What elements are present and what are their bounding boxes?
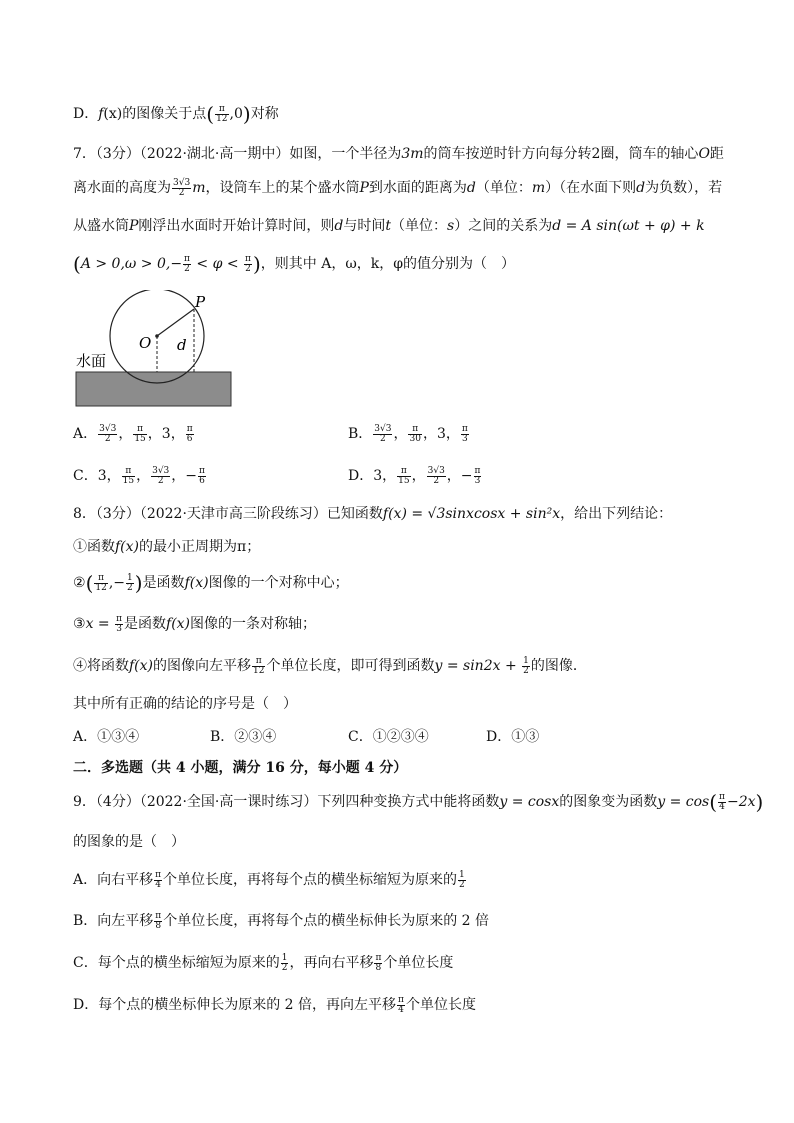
q7-line1: 7．（3分）（2022·湖北·高一期中）如图，一个半径为3m的筒车按逆时针方向每分转2圈，筒车的轴心O距 [73,146,724,162]
q8-ask: 其中所有正确的结论的序号是（ ） [73,696,297,712]
q7-line2: 离水面的高度为 $\frac{3√3}{2}$ m，设筒车上的某个盛水筒P到水面的距离为d（单位：m）（在水面下则d为负数），若 [73,177,723,198]
q6-option-d[interactable]: D．f(x)的图像关于点( $\frac{\pi}{12}$ ,0)对称 [73,102,279,126]
q8-option-c[interactable]: C．①②③④ [348,729,429,745]
radius-line [157,309,194,336]
q8-option-b[interactable]: B．②③④ [210,729,277,745]
q8-conclusion-2: ②( $\frac{\pi}{12}$ ,− $\frac{1}{2}$ )是函数f(x)图像的一个对称中心； [73,571,349,595]
q7-line3: 从盛水筒P刚浮出水面时开始计算时间，则d与时间t（单位：s）之间的关系为d = A sin(ωt + φ) + k [73,218,705,234]
q9-option-c[interactable]: C．每个点的横坐标缩短为原来的 $\frac{1}{2}$ ，再向右平移 $\frac{\pi}{8}$ 个单位长度 [73,952,454,973]
center-o-label: O [139,334,152,352]
q7-option-d[interactable]: D．3， $\frac{\pi}{15}$ ， $\frac{3√3}{2}$ ，− $\frac{\pi}{3}$ [348,465,481,486]
q7-line4: (A > 0,ω > 0,− $\frac{\pi}{2}$ < φ < $\frac{\pi}{2}$ )，则其中 A，ω，k，φ的值分别为（ ） [73,252,516,276]
distance-d-label: d [177,336,187,354]
q8-conclusion-3: ③x = $\frac{\pi}{3}$ 是函数f(x)图像的一条对称轴； [73,613,317,634]
q8-conclusion-1: ①函数f(x)的最小正周期为π； [73,539,261,555]
point-p-label: P [195,293,206,311]
q8-option-a[interactable]: A．①③④ [73,729,140,745]
q9-line1: 9．（4分）（2022·全国·高一课时练习）下列四种变换方式中能将函数y = cosx的图象变为函数y = cos( $\frac{\pi}{4}$ −2x) [73,790,764,814]
water-label: 水面 [76,352,107,370]
q8-option-d[interactable]: D．①③ [486,729,540,745]
q8-conclusion-4: ④将函数f(x)的图像向左平移 $\frac{\pi}{12}$ 个单位长度，即可得到函数y = sin2x + $\frac{1}{2}$ 的图像． [73,655,587,676]
q9-line2: 的图象的是（ ） [73,834,185,850]
q7-option-c[interactable]: C．3， $\frac{\pi}{15}$ ， $\frac{3√3}{2}$ ，− $\frac{\pi}{6}$ [73,465,205,486]
q7-option-b[interactable]: B． $\frac{3√3}{2}$ ， $\frac{\pi}{30}$ ，3， $\frac{\pi}{3}$ [348,423,468,444]
waterwheel-figure [70,290,240,408]
q9-option-b[interactable]: B．向左平移 $\frac{\pi}{8}$ 个单位长度，再将每个点的横坐标伸长为原来的 2 倍 [73,910,490,931]
water-body [76,372,231,406]
q8-line1: 8．（3分）（2022·天津市高三阶段练习）已知函数f(x) = √3sinxcosx + sin²x，给出下列结论： [73,506,673,522]
section-heading: 二．多选题（共 4 小题，满分 16 分，每小题 4 分） [73,760,408,776]
q7-option-a[interactable]: A． $\frac{3√3}{2}$ ， $\frac{\pi}{15}$ ，3， $\frac{\pi}{6}$ [73,423,193,444]
q9-option-a[interactable]: A．向右平移 $\frac{\pi}{4}$ 个单位长度，再将每个点的横坐标缩短为原来的 $\frac{1}{2}$ [73,869,465,890]
q9-option-d[interactable]: D．每个点的横坐标伸长为原来的 2 倍，再向左平移 $\frac{\pi}{4}$ 个单位长度 [73,994,476,1015]
